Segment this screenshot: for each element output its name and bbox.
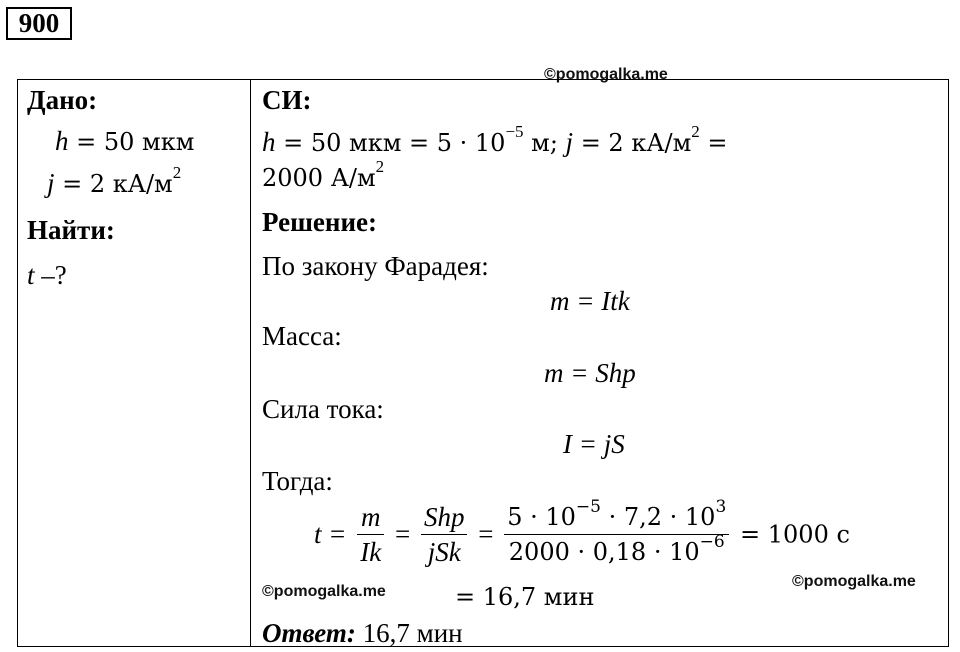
solution-heading: Решение: [262,207,377,237]
si-line-1: h = 50 мкм = $5 \cdot 10^{-5}$ м; j = 2 $кА/м^2$ = [262,122,728,157]
faraday-label: По закону Фарадея: [262,251,489,281]
fraction-numeric: $\frac{5 \cdot 10^{-5} \cdot 7,2 \cdot 10^3}{2000 \cdot 0,18 \cdot 10^{-6}}$ [504,500,729,569]
fraction-shp-jsk: $\frac{\text{Shp}}{\text{jSk}}$ [421,500,468,569]
find-t: t –? [27,260,67,290]
faraday-formula: m = Itk [550,286,630,316]
answer-line: Ответ: 16,7 мин [262,618,463,648]
watermark: ©pomogalka.me [262,583,386,600]
si-line-2: 2000 $А/м^2$ [262,157,385,192]
final-formula: t = $\frac{m}{Ik}$ = $\frac{\text{Shp}}{\text{jSk}}$ = $\frac{5 \cdot 10^{-5} \cdot 7,2 \cdot 10^3}{2000 \cdot 0,18 \cdot 10^{-6}}$ = 1000 с [314,497,850,567]
mass-label: Масса: [262,321,342,351]
watermark: ©pomogalka.me [544,66,668,83]
current-label: Сила тока: [262,394,384,424]
then-label: Тогда: [262,466,333,496]
given-j: j = 2 $кА/м^2$ [47,163,182,198]
column-divider [250,79,251,647]
given-heading: Дано: [27,85,98,115]
given-h: h = 50 мкм [55,126,195,156]
watermark: ©pomogalka.me [792,573,916,590]
problem-number: 900 [6,7,72,40]
current-formula: I = jS [563,429,625,459]
si-heading: СИ: [262,85,312,115]
find-heading: Найти: [27,215,115,245]
mass-formula: m = Shp [544,358,636,388]
fraction-m-ik: $\frac{m}{Ik}$ [357,500,384,569]
minutes-result: = 16,7 мин [455,583,595,611]
